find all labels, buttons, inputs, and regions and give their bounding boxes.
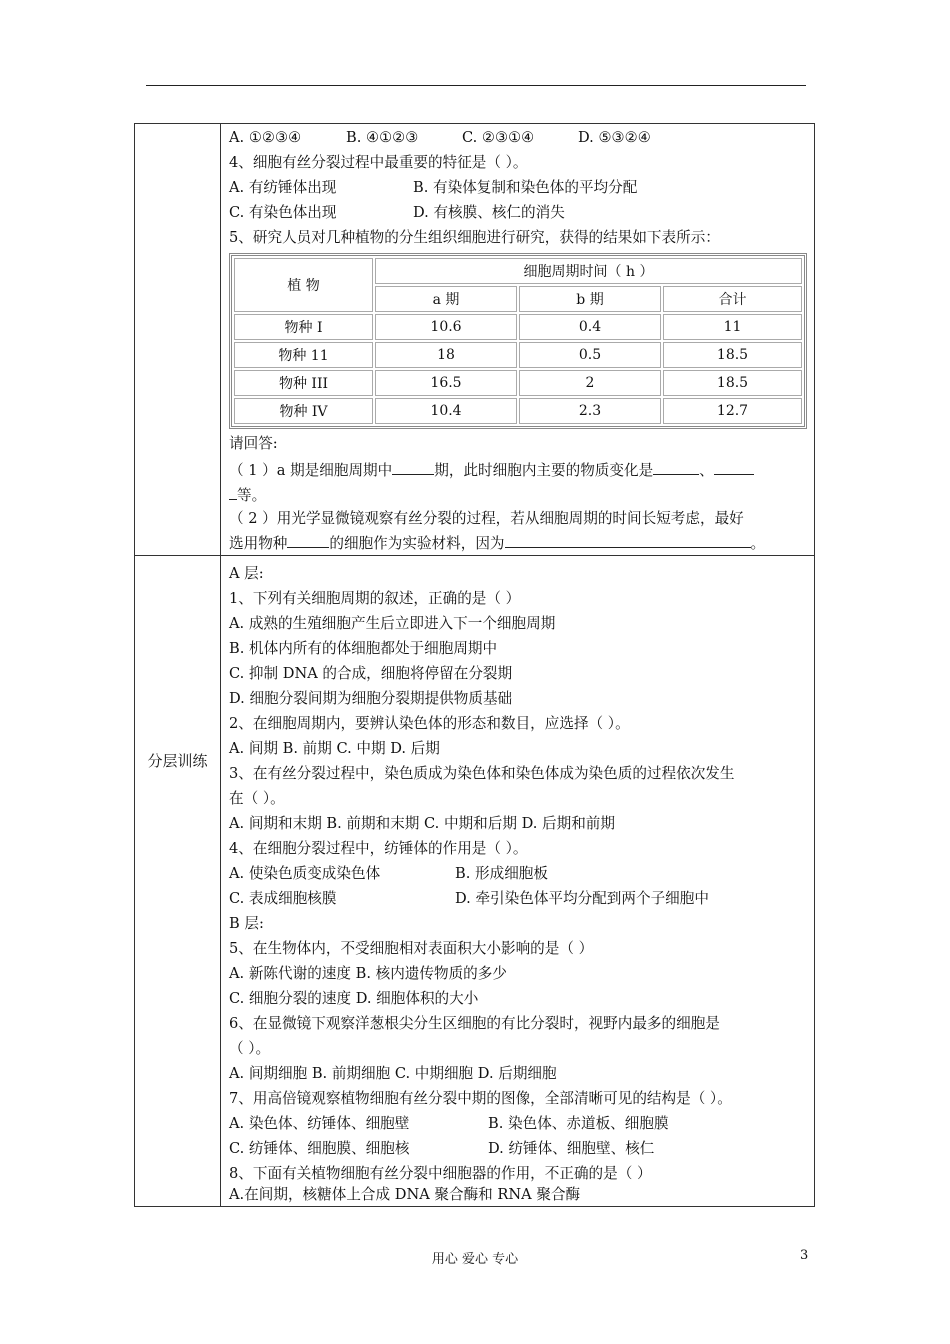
option-line: B. 机体内所有的体细胞都处于细胞周期中 [229, 640, 498, 657]
option-d: D. 有核膜、核仁的消失 [413, 204, 565, 221]
sub-question-2-cont [229, 532, 765, 554]
question-4: 4、细胞有丝分裂过程中最重要的特征是（ ）。 [229, 154, 528, 171]
cell-a: 10.4 [375, 398, 517, 424]
question-5: 5、研究人员对几种植物的分生组织细胞进行研究，获得的结果如下表所示： [229, 229, 720, 246]
table-row [234, 398, 802, 424]
header-a-phase: a 期 [375, 286, 517, 312]
question-4: 4、在细胞分裂过程中，纺锤体的作用是（ ）。 [229, 840, 528, 857]
cell-a: 16.5 [375, 370, 517, 396]
sub-question-1-text: 等。 [237, 487, 267, 504]
table-row [234, 342, 802, 368]
sub-question-1-cont [229, 484, 266, 506]
option-line: A. 新陈代谢的速度 B. 核内遗传物质的多少 [229, 965, 507, 982]
option-c: C. 有染色体出现 [229, 204, 337, 221]
answer-blank [229, 484, 237, 500]
question-1: 1、下列有关细胞周期的叙述，正确的是（ ） [229, 590, 521, 607]
question-7: 7、用高倍镜观察植物细胞有丝分裂中期的图像，全部清晰可见的结构是（ ）。 [229, 1090, 732, 1107]
answer-blank [287, 532, 329, 548]
header-cycle-time: 细胞周期时间（ h ） [375, 258, 802, 284]
sub-question-2: （ 2 ）用光学显微镜观察有丝分裂的过程，若从细胞周期的时间长短考虑，最好 [229, 510, 744, 527]
cell-species: 物种 I [234, 314, 373, 340]
option-line: A.在间期，核糖体上合成 DNA 聚合酶和 RNA 聚合酶 [229, 1186, 581, 1203]
row-divider [135, 555, 814, 556]
sub-question-1-text: 期，此时细胞内主要的物质变化是 [434, 462, 654, 479]
option-line: A. 间期 B. 前期 C. 中期 D. 后期 [229, 740, 440, 757]
option-d: D. ⑤③②④ [578, 129, 651, 146]
sub-question-2-text: 的细胞作为实验材料，因为 [329, 535, 505, 552]
cell-total: 12.7 [663, 398, 802, 424]
header-rule [146, 85, 806, 86]
option-line: A. 间期细胞 B. 前期细胞 C. 中期细胞 D. 后期细胞 [229, 1065, 557, 1082]
question-3: 3、在有丝分裂过程中，染色质成为染色体和染色体成为染色质的过程依次发生 [229, 765, 735, 782]
option-line: A. 间期和末期 B. 前期和末期 C. 中期和后期 D. 后期和前期 [229, 815, 615, 832]
cell-b: 0.5 [519, 342, 661, 368]
table-row [234, 370, 802, 396]
cell-total: 11 [663, 314, 802, 340]
option-a: A. 有纺锤体出现 [229, 179, 337, 196]
option-b: B. 有染体复制和染色体的平均分配 [413, 179, 638, 196]
question-6: 6、在显微镜下观察洋葱根尖分生区细胞的有比分裂时，视野内最多的细胞是 [229, 1015, 720, 1032]
cell-species: 物种 IV [234, 398, 373, 424]
cell-b: 2 [519, 370, 661, 396]
option-a: A. ①②③④ [229, 129, 302, 146]
option-line: C. 抑制 DNA 的合成，细胞将停留在分裂期 [229, 665, 513, 682]
answer-blank [392, 459, 434, 475]
option-b: B. ④①②③ [346, 129, 419, 146]
option-d: D. 牵引染色体平均分配到两个子细胞中 [455, 890, 709, 907]
option-a: A. 使染色质变成染色体 [229, 865, 381, 882]
worksheet-table [134, 123, 815, 1207]
sub-question-1-text: （ 1 ）a 期是细胞周期中 [229, 462, 393, 479]
column-divider [220, 124, 221, 1206]
table-header-row [234, 258, 802, 284]
question-8: 8、下面有关植物细胞有丝分裂中细胞器的作用，不正确的是（ ） [229, 1165, 652, 1182]
answer-blank [653, 459, 699, 475]
cell-species: 物种 11 [234, 342, 373, 368]
cell-total: 18.5 [663, 370, 802, 396]
option-line: A. 成熟的生殖细胞产生后立即进入下一个细胞周期 [229, 615, 556, 632]
header-b-phase: b 期 [519, 286, 661, 312]
sub-question-1-text: 、 [699, 462, 714, 479]
option-d: D. 纺锤体、细胞壁、核仁 [488, 1140, 655, 1157]
page-number: 3 [800, 1248, 809, 1263]
question-2: 2、在细胞周期内，要辨认染色体的形态和数目，应选择（ ）。 [229, 715, 630, 732]
table-row [234, 314, 802, 340]
cell-species: 物种 III [234, 370, 373, 396]
answer-blank [505, 532, 751, 548]
option-c: C. 表成细胞核膜 [229, 890, 337, 907]
footer-motto: 用心 爱心 专心 [431, 1252, 519, 1267]
option-line: C. 细胞分裂的速度 D. 细胞体积的大小 [229, 990, 479, 1007]
answer-blank [714, 459, 754, 475]
option-b: B. 染色体、赤道板、细胞膜 [488, 1115, 669, 1132]
option-a: A. 染色体、纺锤体、细胞壁 [229, 1115, 410, 1132]
header-plant: 植 物 [234, 258, 373, 312]
header-total: 合计 [663, 286, 802, 312]
question-5: 5、在生物体内，不受细胞相对表面积大小影响的是（ ） [229, 940, 594, 957]
level-a-heading: A 层: [229, 565, 264, 582]
level-b-heading: B 层: [229, 915, 264, 932]
cell-b: 0.4 [519, 314, 661, 340]
question-6-cont: （ ）。 [229, 1040, 271, 1057]
cell-a: 18 [375, 342, 517, 368]
sub-question-2-text: 。 [750, 535, 766, 552]
option-c: C. ②③①④ [462, 129, 535, 146]
option-c: C. 纺锤体、细胞膜、细胞核 [229, 1140, 410, 1157]
answer-prompt: 请回答: [229, 435, 278, 452]
section-label: 分层训练 [147, 752, 208, 770]
option-b: B. 形成细胞板 [455, 865, 548, 882]
sub-question-1 [229, 459, 754, 481]
sub-question-2-text: 选用物种 [229, 535, 288, 552]
cell-b: 2.3 [519, 398, 661, 424]
question-3-cont: 在（ ）。 [229, 790, 285, 807]
cell-total: 18.5 [663, 342, 802, 368]
option-line: D. 细胞分裂间期为细胞分裂期提供物质基础 [229, 690, 513, 707]
cell-cycle-table [229, 253, 807, 429]
cell-a: 10.6 [375, 314, 517, 340]
